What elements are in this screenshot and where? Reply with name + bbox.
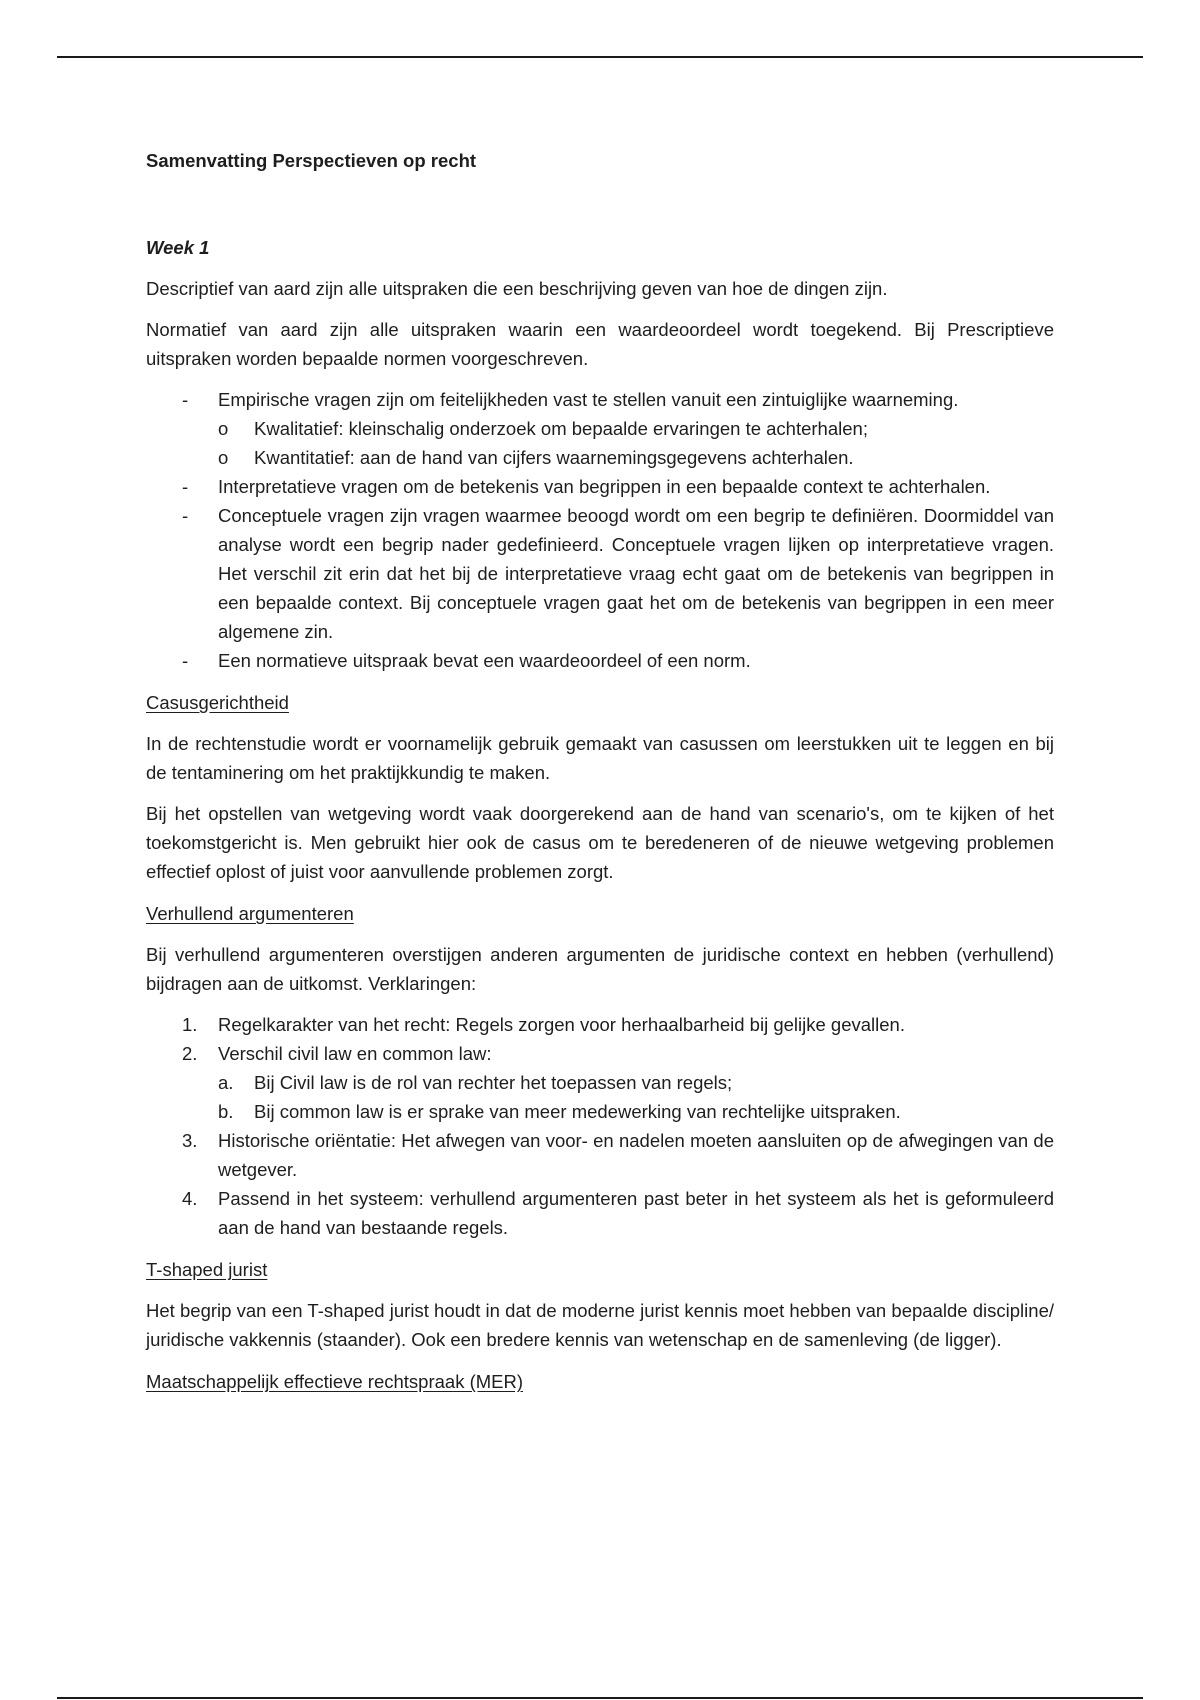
sub-list-item-text: Bij Civil law is de rol van rechter het toepassen van regels; xyxy=(254,1072,733,1093)
explanations-list xyxy=(146,1010,1054,1242)
section-heading-casus: Casusgerichtheid xyxy=(146,692,289,713)
list-item-text: Historische oriëntatie: Het afwegen van voor- en nadelen moeten aansluiten op de afwegingen van de wetgever. xyxy=(218,1130,1054,1180)
sub-list-item-text: Bij common law is er sprake van meer medewerking van rechtelijke uitspraken. xyxy=(254,1101,901,1122)
list-item-text: Een normatieve uitspraak bevat een waardeoordeel of een norm. xyxy=(218,650,751,671)
intro-paragraph: Normatief van aard zijn alle uitspraken waarin een waardeoordeel wordt toegekend. Bij Prescriptieve uitspraken worden bepaalde normen voorgeschreven. xyxy=(146,319,1054,369)
list-number: 2. xyxy=(182,1043,198,1064)
list-letter: a. xyxy=(218,1072,234,1093)
list-item xyxy=(146,1184,1054,1242)
list-item xyxy=(146,646,1054,675)
list-item xyxy=(146,1126,1054,1184)
list-item-text: Regelkarakter van het recht: Regels zorgen voor herhaalbarheid bij gelijke gevallen. xyxy=(218,1014,905,1035)
list-number: 3. xyxy=(182,1130,198,1151)
sub-list-item-text: Kwalitatief: kleinschalig onderzoek om bepaalde ervaringen te achterhalen; xyxy=(254,418,868,439)
intro-paragraph: Descriptief van aard zijn alle uitspraken die een beschrijving geven van hoe de dingen zijn. xyxy=(146,278,888,299)
casus-paragraph: In de rechtenstudie wordt er voornamelijk gebruik gemaakt van casussen om leerstukken uit te leggen en bij de tentaminering om het praktijkkundig te maken. xyxy=(146,733,1054,783)
list-item-text: Interpretatieve vragen om de betekenis van begrippen in een bepaalde context te achterhalen. xyxy=(218,476,991,497)
tshaped-paragraph: Het begrip van een T-shaped jurist houdt in dat de moderne jurist kennis moet hebben van bepaalde discipline/ juridische vakkennis (staander). Ook een bredere kennis van wetenschap en de samenleving (de ligger). xyxy=(146,1300,1054,1350)
list-number: 1. xyxy=(182,1014,198,1035)
dash-bullet: - xyxy=(182,505,189,526)
list-item-text: Passend in het systeem: verhullend argumenteren past beter in het systeem als het is geformuleerd aan de hand van bestaande regels. xyxy=(218,1188,1054,1238)
list-number: 4. xyxy=(182,1188,198,1209)
section-heading-mer: Maatschappelijk effectieve rechtspraak (MER) xyxy=(146,1371,524,1392)
dash-bullet: - xyxy=(182,389,189,410)
list-item xyxy=(146,1039,1054,1126)
week-heading: Week 1 xyxy=(146,237,210,258)
casus-paragraph: Bij het opstellen van wetgeving wordt vaak doorgerekend aan de hand van scenario's, om te kijken of het toekomstgericht is. Men gebruikt hier ook de casus om te beredeneren of de nieuwe wetgeving problemen effectief oplost of juist voor aanvullende problemen zorgt. xyxy=(146,803,1054,882)
list-item xyxy=(146,501,1054,646)
section-heading-tshaped: T-shaped jurist xyxy=(146,1259,268,1280)
list-item-text: Conceptuele vragen zijn vragen waarmee beoogd wordt om een begrip te definiëren. Doormiddel van analyse wordt een begrip nader gedefinieerd. Conceptuele vragen lijken op interpretatieve vragen. Het verschil zit erin dat het bij de interpretatieve vraag echt gaat om de betekenis van begrippen in een bepaalde context. Bij conceptuele vragen gaat het om de betekenis van begrippen in een meer algemene zin. xyxy=(218,505,1054,642)
page-top-rule xyxy=(57,56,1143,58)
circle-bullet: o xyxy=(218,447,229,468)
page-bottom-rule xyxy=(57,1697,1143,1699)
question-types-list xyxy=(146,385,1054,675)
sub-list-item xyxy=(218,443,1054,472)
sub-list-item xyxy=(218,1097,1054,1126)
list-letter: b. xyxy=(218,1101,234,1122)
circle-bullet: o xyxy=(218,418,229,439)
list-item xyxy=(146,385,1054,472)
list-item xyxy=(146,472,1054,501)
document-title: Samenvatting Perspectieven op recht xyxy=(146,150,477,171)
sub-list xyxy=(218,414,1054,472)
sub-list xyxy=(218,1068,1054,1126)
document-body xyxy=(146,146,1054,1396)
verhullend-paragraph: Bij verhullend argumenteren overstijgen anderen argumenten de juridische context en hebben (verhullend) bijdragen aan de uitkomst. Verklaringen: xyxy=(146,944,1054,994)
sub-list-item xyxy=(218,1068,1054,1097)
sub-list-item xyxy=(218,414,1054,443)
section-heading-verhullend: Verhullend argumenteren xyxy=(146,903,354,924)
list-item-text: Empirische vragen zijn om feitelijkheden vast te stellen vanuit een zintuiglijke waarneming. xyxy=(218,389,959,410)
dash-bullet: - xyxy=(182,476,189,497)
list-item-text: Verschil civil law en common law: xyxy=(218,1043,492,1064)
dash-bullet: - xyxy=(182,650,189,671)
list-item xyxy=(146,1010,1054,1039)
sub-list-item-text: Kwantitatief: aan de hand van cijfers waarnemingsgegevens achterhalen. xyxy=(254,447,854,468)
